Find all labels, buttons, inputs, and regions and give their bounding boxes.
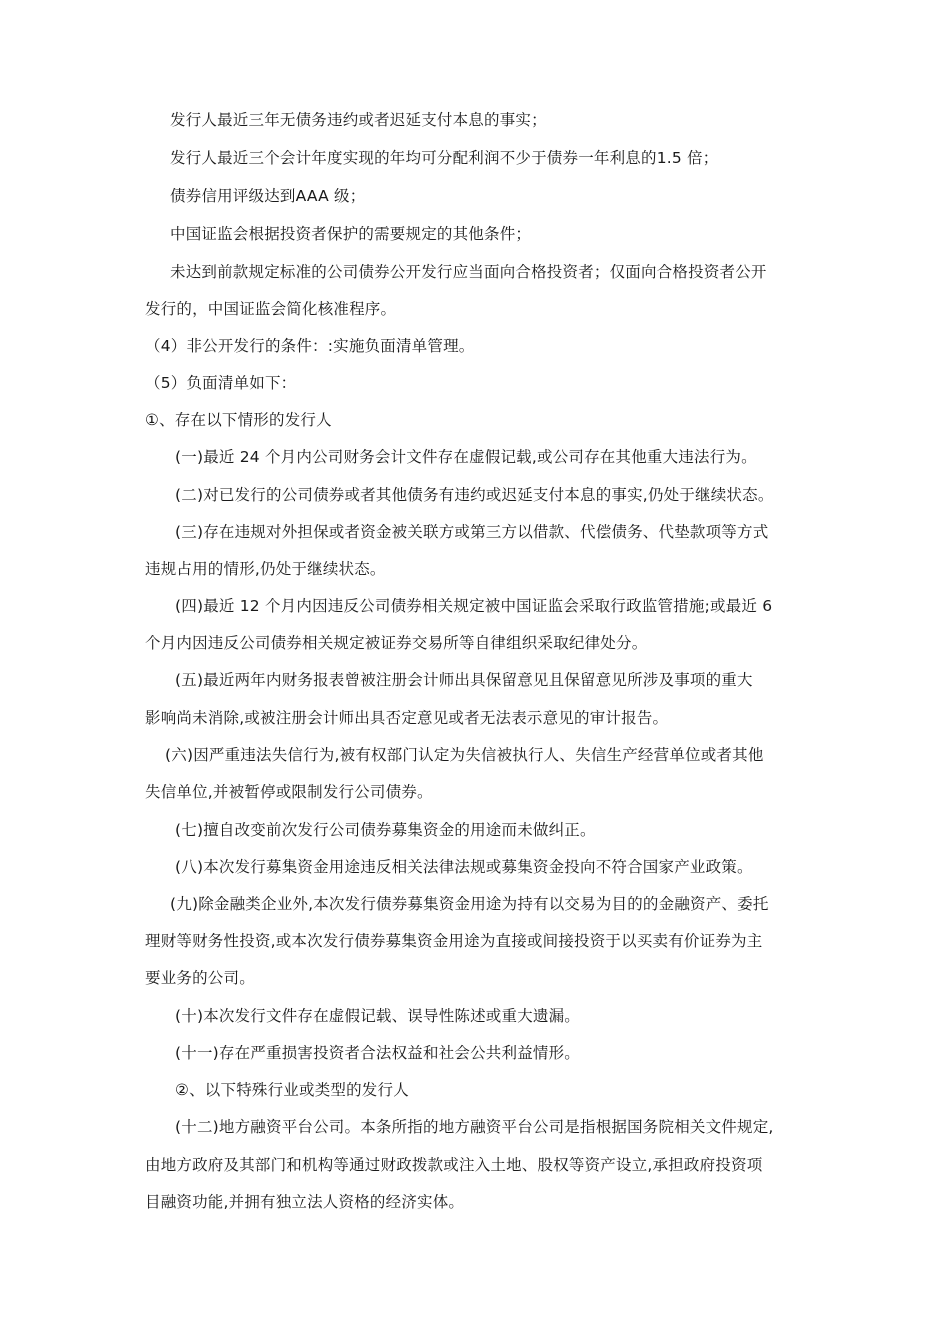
- text-line: (八)本次发行募集资金用途违反相关法律法规或募集资金投向不符合国家产业政策。: [175, 858, 753, 876]
- text-line: 未达到前款规定标准的公司债券公开发行应当面向合格投资者；仅面向合格投资者公开: [170, 263, 767, 281]
- text-line: (七)擅自改变前次发行公司债券募集资金的用途而未做纠正。: [175, 821, 596, 839]
- text-line: 债券信用评级达到AAA 级；: [170, 187, 366, 205]
- text-line: 由地方政府及其部门和机构等通过财政拨款或注入土地、股权等资产设立,承担政府投资项: [145, 1156, 763, 1174]
- text-line: 失信单位,并被暂停或限制发行公司债券。: [145, 783, 433, 801]
- text-line: (一)最近 24 个月内公司财务会计文件存在虚假记载,或公司存在其他重大违法行为。: [175, 448, 757, 466]
- text-line: (十)本次发行文件存在虚假记载、误导性陈述或重大遗漏。: [175, 1007, 580, 1025]
- text-line: (三)存在违规对外担保或者资金被关联方或第三方以借款、代偿债务、代垫款项等方式: [175, 523, 769, 541]
- text-line: (二)对已发行的公司债券或者其他债务有违约或迟延支付本息的事实,仍处于继续状态。: [175, 486, 774, 504]
- text-line: (六)因严重违法失信行为,被有权部门认定为失信被执行人、失信生产经营单位或者其他: [165, 746, 764, 764]
- text-line: 要业务的公司。: [145, 969, 255, 987]
- text-line: ①、存在以下情形的发行人: [145, 411, 332, 429]
- text-line: 中国证监会根据投资者保护的需要规定的其他条件；: [170, 225, 532, 243]
- text-line: 理财等财务性投资,或本次发行债券募集资金用途为直接或间接投资于以买卖有价证券为主: [145, 932, 763, 950]
- text-line: 影响尚未消除,或被注册会计师出具否定意见或者无法表示意见的审计报告。: [145, 709, 669, 727]
- text-line: 发行人最近三年无债务违约或者迟延支付本息的事实；: [170, 111, 547, 129]
- text-line: （4）非公开发行的条件：:实施负面清单管理。: [145, 337, 475, 355]
- text-line: ②、以下特殊行业或类型的发行人: [175, 1081, 409, 1099]
- text-line: (十二)地方融资平台公司。本条所指的地方融资平台公司是指根据国务院相关文件规定,: [175, 1118, 774, 1136]
- text-line: 违规占用的情形,仍处于继续状态。: [145, 560, 386, 578]
- text-line: （5）负面清单如下：: [145, 374, 297, 392]
- text-line: 个月内因违反公司债券相关规定被证券交易所等自律组织采取纪律处分。: [145, 634, 648, 652]
- text-line: 目融资功能,并拥有独立法人资格的经济实体。: [145, 1193, 465, 1211]
- text-line: (四)最近 12 个月内因违反公司债券相关规定被中国证监会采取行政监管措施;或最近 6: [175, 597, 773, 615]
- text-line: 发行的，中国证监会简化核准程序。: [145, 300, 397, 318]
- text-line: (五)最近两年内财务报表曾被注册会计师出具保留意见且保留意见所涉及事项的重大: [175, 671, 753, 689]
- text-line: 发行人最近三个会计年度实现的年均可分配利润不少于债券一年利息的1.5 倍；: [170, 149, 719, 167]
- text-line: (十一)存在严重损害投资者合法权益和社会公共利益情形。: [175, 1044, 580, 1062]
- text-line: (九)除金融类企业外,本次发行债券募集资金用途为持有以交易为目的的金融资产、委托: [170, 895, 769, 913]
